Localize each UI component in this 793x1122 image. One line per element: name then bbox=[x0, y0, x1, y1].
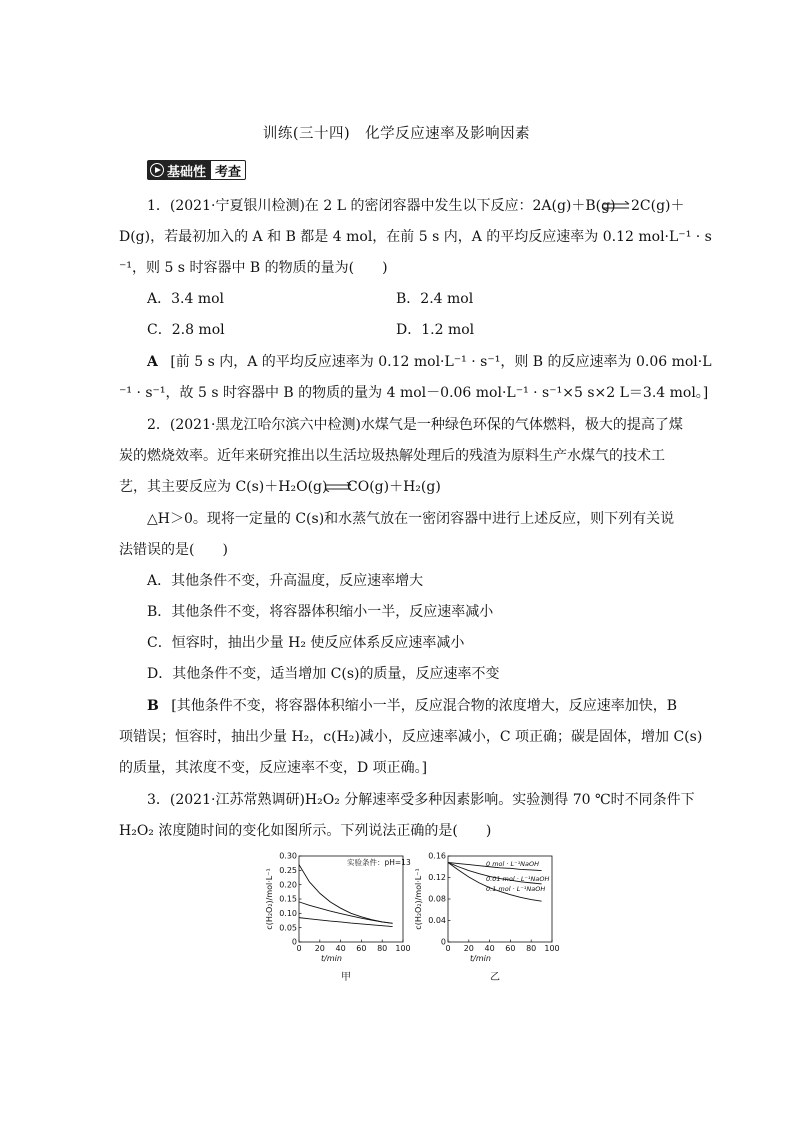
section-badge-dark bbox=[147, 160, 211, 180]
q1-answer-text2: ⁻¹ · s⁻¹，故 5 s 时容器中 B 的物质的量为 4 mol－0.06 mol·L⁻¹ · s⁻¹×5 s×2 L＝3.4 mol。] bbox=[119, 385, 709, 401]
chart-0-xtick-label: 40 bbox=[335, 944, 346, 953]
q1-line1a: 1．(2021·宁夏银川检测)在 2 L 的密闭容器中发生以下反应：2A(g)＋B(g) bbox=[147, 198, 616, 214]
chart-0-annotation: 实验条件：pH=13 bbox=[347, 858, 411, 867]
chart-1-series-1-label: 0.01 mol · L⁻¹NaOH bbox=[486, 875, 550, 883]
chart-0-ytick-label: 0.25 bbox=[279, 866, 297, 876]
q2-option-d: D．其他条件不变，适当增加 C(s)的质量，反应速率不变 bbox=[147, 666, 500, 682]
q1-answer-text1: [前 5 s 内，A 的平均反应速率为 0.12 mol·L⁻¹ · s⁻¹，则 B 的反应速率为 0.06 mol·L bbox=[170, 354, 712, 370]
q1-line1b: 2C(g)＋ bbox=[631, 198, 685, 214]
chart-0-ytick-label: 0 bbox=[291, 937, 297, 947]
q2-answer bbox=[147, 696, 677, 716]
chart-0-frame bbox=[299, 856, 403, 942]
page-title: 训练(三十四) 化学反应速率及影响因素 bbox=[262, 126, 531, 142]
chart-0-series-2-line bbox=[299, 918, 393, 927]
chart-1-ytick-label: 0.16 bbox=[428, 851, 446, 861]
chart-1-xtick-label: 0 bbox=[445, 944, 451, 953]
chart-0-ytick-label: 0.05 bbox=[279, 923, 297, 933]
chart-1-xlabel: t/min bbox=[470, 954, 491, 963]
q2-line5: 法错误的是( ) bbox=[119, 542, 228, 558]
chart-1-xtick-label: 100 bbox=[544, 944, 560, 953]
chart-1-ytick-label: 0.08 bbox=[428, 894, 446, 904]
q1-option-b: B．2.4 mol bbox=[396, 291, 474, 307]
section-badge bbox=[147, 160, 246, 180]
chart-1-xtick-label: 20 bbox=[463, 944, 474, 953]
play-icon bbox=[150, 163, 164, 177]
chart-0-xtick-label: 60 bbox=[356, 944, 367, 953]
chart-0-xtick-label: 100 bbox=[395, 944, 411, 953]
chart-1-caption: 乙 bbox=[490, 972, 500, 983]
chart-1-series-2-label: 0.1 mol · L⁻¹NaOH bbox=[486, 885, 546, 893]
q1-answer-letter: A bbox=[147, 354, 158, 370]
q2-line4: △H＞0。现将一定量的 C(s)和水蒸气放在一密闭容器中进行上述反应，则下列有关说 bbox=[147, 511, 675, 527]
chart-0-xtick-label: 0 bbox=[296, 944, 302, 953]
q3-line1: 3．(2021·江苏常熟调研)H₂O₂ 分解速率受多种因素影响。实验测得 70 ℃时不同条件下 bbox=[147, 792, 695, 808]
chart-0-xtick-label: 80 bbox=[377, 944, 388, 953]
chart-0-ytick-label: 0.10 bbox=[279, 909, 297, 919]
q2-answer-text2: 项错误；恒容时，抽出少量 H₂，c(H₂)减小，反应速率减小，C 项正确；碳是固体，增加 C(s) bbox=[119, 729, 703, 745]
chart-1-xtick-label: 60 bbox=[505, 944, 516, 953]
q1-option-a: A．3.4 mol bbox=[147, 291, 225, 307]
q2-option-b: B．其他条件不变，将容器体积缩小一半，反应速率减小 bbox=[147, 604, 494, 620]
q2-line2: 炭的燃烧效率。近年来研究推出以生活垃圾热解处理后的残渣为原料生产水煤气的技术工 bbox=[119, 448, 665, 464]
q2-answer-text1: [其他条件不变，将容器体积缩小一半，反应混合物的浓度增大，反应速率加快，B bbox=[171, 698, 678, 714]
chart-1-ylabel: c(H₂O₂)/mol·L⁻¹ bbox=[414, 868, 423, 930]
q1-line3: ⁻¹，则 5 s 时容器中 B 的物质的量为( ) bbox=[119, 260, 388, 276]
chart-0-ylabel: c(H₂O₂)/mol·L⁻¹ bbox=[265, 868, 274, 930]
chart-1-ytick-label: 0.04 bbox=[428, 916, 446, 926]
q2-answer-text3: 的质量，其浓度不变，反应速率不变，D 项正确。] bbox=[119, 760, 428, 776]
q2-line3b: CO(g)＋H₂(g) bbox=[347, 479, 441, 495]
q1-answer bbox=[147, 352, 712, 372]
chart-0-ytick-label: 0.15 bbox=[279, 894, 297, 904]
chart-1-ytick-label: 0 bbox=[440, 937, 446, 947]
chart-0-ytick-label: 0.30 bbox=[279, 851, 297, 861]
chart-1-ytick-label: 0.12 bbox=[428, 873, 446, 883]
chart-0-xlabel: t/min bbox=[321, 954, 342, 963]
q2-answer-letter: B bbox=[147, 698, 159, 714]
chart-1-xtick-label: 40 bbox=[484, 944, 495, 953]
q3-line2: H₂O₂ 浓度随时间的变化如图所示。下列说法正确的是( ) bbox=[119, 823, 492, 839]
q2-option-a: A．其他条件不变，升高温度，反应速率增大 bbox=[147, 573, 424, 589]
chart-0-caption: 甲 bbox=[341, 972, 351, 983]
q2-line1: 2．(2021·黑龙江哈尔滨六中检测)水煤气是一种绿色环保的气体燃料，极大的提高了煤 bbox=[147, 417, 683, 433]
section-badge-part1: 基础性 bbox=[167, 164, 207, 180]
q2-option-c: C．恒容时，抽出少量 H₂ 使反应体系反应速率减小 bbox=[147, 635, 465, 651]
chart-0-xtick-label: 20 bbox=[314, 944, 325, 953]
reversible-arrow-icon bbox=[601, 201, 631, 211]
chart-0-ytick-label: 0.20 bbox=[279, 880, 297, 890]
q1-option-d: D．1.2 mol bbox=[396, 322, 475, 338]
chart-1-xtick-label: 80 bbox=[526, 944, 537, 953]
chart-1-series-0-label: 0 mol · L⁻¹NaOH bbox=[486, 860, 540, 868]
q1-option-c: C．2.8 mol bbox=[147, 322, 225, 338]
section-badge-part2: 考查 bbox=[211, 160, 246, 180]
charts-figure bbox=[255, 850, 565, 990]
q2-line3a: 艺，其主要反应为 C(s)＋H₂O(g) bbox=[119, 479, 328, 495]
chart-0-series-1-line bbox=[299, 902, 393, 924]
q1-line2: D(g)，若最初加入的 A 和 B 都是 4 mol，在前 5 s 内，A 的平均反应速率为 0.12 mol·L⁻¹ · s bbox=[119, 229, 712, 245]
